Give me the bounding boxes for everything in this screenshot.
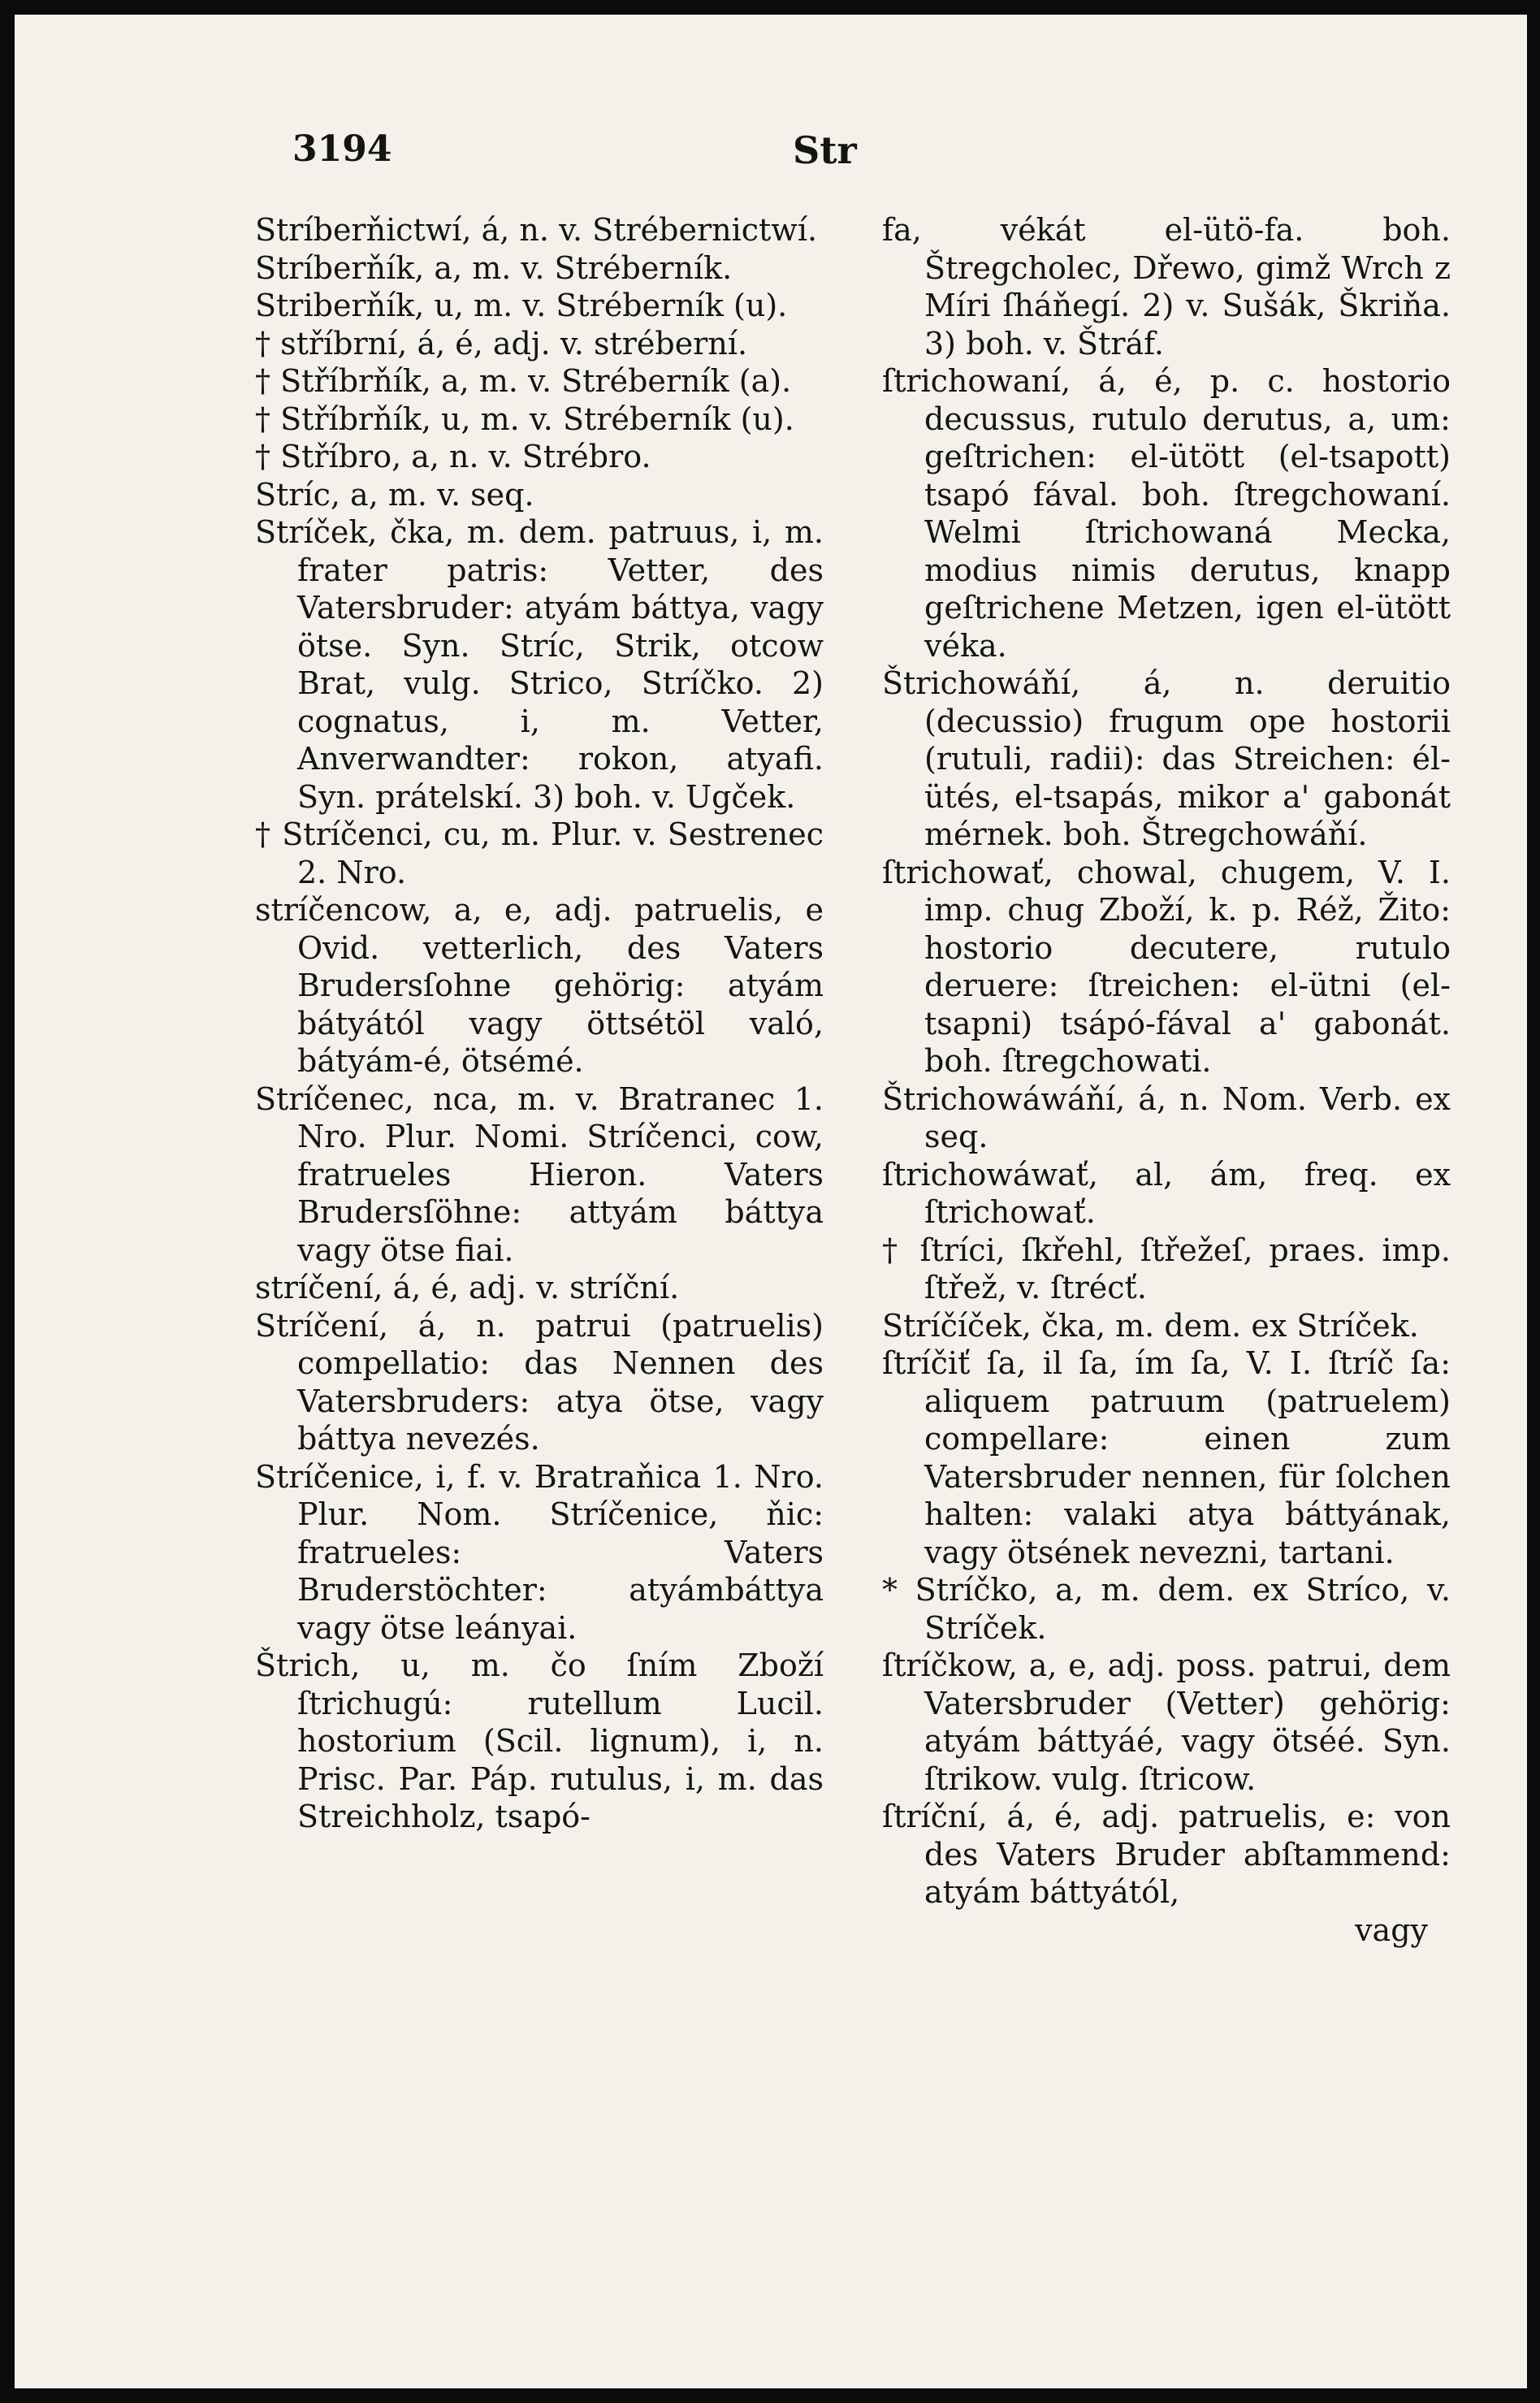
dictionary-entry: Stríčenice, i, f. v. Bratraňica 1. Nro. Plur. Nom. Stríčenice, ňic: fratrueles: Vaters Bruderstöchter: atyámbáttya vagy ötse leányai. (255, 1458, 824, 1646)
dictionary-entry: ſtríčkow, a, e, adj. poss. patrui, dem Vatersbruder (Vetter) gehörig: atyám báttyáé, vagy ötséé. Syn. ſtrikow. vulg. ſtricow. (882, 1647, 1451, 1797)
dictionary-entry: ſtrichowať, chowal, chugem, V. I. imp. chug Zboží, k. p. Réž, Žito: hostorio decutere, rutulo deruere: ſtreichen: el-ütni (el-tsapni) tsápó-fával a' gabonát. boh. ſtregchowati. (882, 854, 1451, 1079)
dictionary-entry: Štrich, u, m. čo ſním Zboží ſtrichugú: rutellum Lucil. hostorium (Scil. lignum), i, n. Prisc. Par. Páp. rutulus, i, m. das Streichholz, tsapó- (255, 1647, 824, 1834)
running-head: Str (793, 128, 857, 172)
dictionary-entry: Štrichowáňí, á, n. deruitio (decussio) frugum ope hostorii (rutuli, radii): das Streichen: él-ütés, el-tsapás, mikor a' gabonát mérnek. boh. Štregchowáňí. (882, 665, 1451, 852)
dictionary-page (15, 15, 1527, 2388)
dictionary-entry: fa, vékát el-ütö-fa. boh. Štregcholec, Dřewo, gimž Wrch z Míri ſháňegí. 2) v. Sušák, Škriňa. 3) boh. v. Štráf. (882, 212, 1451, 362)
dictionary-entry: Stríc, a, m. v. seq. (255, 476, 534, 513)
left-column (255, 211, 824, 1836)
dictionary-entry: † stříbrní, á, é, adj. v. stréberní. (255, 325, 748, 362)
dictionary-entry: * Stríčko, a, m. dem. ex Stríco, v. Stríček. (882, 1572, 1451, 1646)
page-number: 3194 (292, 128, 392, 170)
dictionary-entry: † Stríčenci, cu, m. Plur. v. Sestrenec 2. Nro. (255, 816, 824, 890)
dictionary-entry: Striberňík, u, m. v. Stréberník (u). (255, 288, 788, 323)
dictionary-entry: Stríčenec, nca, m. v. Bratranec 1. Nro. Plur. Nomi. Stríčenci, cow, fratrueles Hieron. Vaters Brudersſöhne: attyám báttya vagy ötse fiai. (255, 1080, 824, 1268)
dictionary-entry: ſtríční, á, é, adj. patruelis, e: von des Vaters Bruder abſtammend: atyám báttyától, (882, 1799, 1451, 1910)
catchword: vagy (1355, 1912, 1428, 1948)
dictionary-entry: ſtrichowáwať, al, ám, freq. ex ſtrichowať. (882, 1156, 1451, 1230)
dictionary-entry: † ſtríci, ſkřehl, ſtřežeſ, praes. imp. ſtřež, v. ſtrécť. (882, 1232, 1451, 1305)
dictionary-entry: Stríčíček, čka, m. dem. ex Stríček. (882, 1307, 1419, 1344)
dictionary-entry: stríčení, á, é, adj. v. stríční. (255, 1270, 680, 1305)
dictionary-entry: Stríček, čka, m. dem. patruus, i, m. frater patris: Vetter, des Vatersbruder: atyám báttya, vagy ötse. Syn. Stríc, Strik, otcow Brat, vulg. Strico, Stríčko. 2) cognatus, i, m. Vetter, Anverwandter: rokon, atyafi. Syn. prátelskí. 3) boh. v. Ugček. (255, 514, 824, 815)
dictionary-entry: Štrichowáwáňí, á, n. Nom. Verb. ex seq. (882, 1080, 1451, 1154)
dictionary-entry: ſtríčiť ſa, il ſa, ím ſa, V. I. ſtríč ſa: aliquem patruum (patruelem) compellare: einen zum Vatersbruder nennen, für ſolchen halten: valaki atya báttyának, vagy ötsének nevezni, tartani. (882, 1345, 1451, 1570)
dictionary-entry: Stríčení, á, n. patrui (patruelis) compellatio: das Nennen des Vatersbruders: atya ötse, vagy báttya nevezés. (255, 1307, 824, 1457)
dictionary-entry: † Stříbrňík, u, m. v. Stréberník (u). (255, 400, 794, 437)
page-header (15, 128, 1527, 177)
dictionary-entry: Stríberňictwí, á, n. v. Strébernictwí. (255, 212, 818, 248)
right-column (882, 211, 1451, 1949)
dictionary-entry: stríčencow, a, e, adj. patruelis, e Ovid. vetterlich, des Vaters Brudersſohne gehörig: atyám bátyától vagy öttsétöl való, bátyám-é, ötsémé. (255, 892, 824, 1079)
dictionary-entry: Stríberňík, a, m. v. Stréberník. (255, 249, 733, 286)
dictionary-entry: † Stříbrňík, a, m. v. Stréberník (a). (255, 363, 792, 399)
dictionary-entry: ſtrichowaní, á, é, p. c. hostorio decussus, rutulo derutus, a, um: geſtrichen: el-ütött (el-tsapott) tsapó fával. boh. ſtregchowaní. Welmi ſtrichowaná Mecka, modius nimis derutus, knapp geſtrichene Metzen, igen el-ütött véka. (882, 363, 1451, 664)
dictionary-entry: † Stříbro, a, n. v. Strébro. (255, 439, 651, 474)
